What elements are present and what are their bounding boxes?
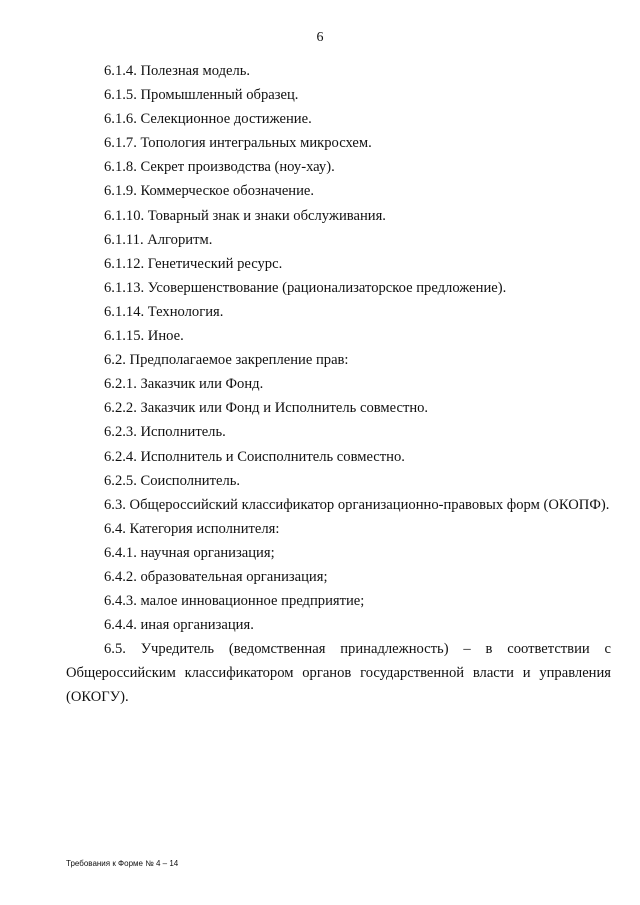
paragraph-6-2-1: 6.2.1. Заказчик или Фонд.: [104, 376, 264, 393]
paragraph-6-1-8: 6.1.8. Секрет производства (ноу-хау).: [104, 159, 335, 176]
paragraph-6-1-6: 6.1.6. Селекционное достижение.: [104, 111, 312, 128]
paragraph-6-4-3: 6.4.3. малое инновационное предприятие;: [104, 593, 365, 610]
paragraph-6-2-5: 6.2.5. Соисполнитель.: [104, 472, 241, 489]
paragraph-6-2-2: 6.2.2. Заказчик или Фонд и Исполнитель совместно.: [104, 400, 429, 417]
paragraph-6-1-5: 6.1.5. Промышленный образец.: [104, 87, 299, 104]
page-footer: Требования к Форме № 4 – 14: [66, 859, 179, 868]
paragraph-6-1-11: 6.1.11. Алгоритм.: [104, 231, 213, 248]
paragraph-6-1-10: 6.1.10. Товарный знак и знаки обслуживания.: [104, 207, 386, 224]
paragraph-6-1-4: 6.1.4. Полезная модель.: [104, 63, 251, 79]
paragraph-6-1-9: 6.1.9. Коммерческое обозначение.: [104, 183, 315, 200]
paragraph-6-4: 6.4. Категория исполнителя:: [104, 520, 280, 537]
paragraph-6-4-2: 6.4.2. образовательная организация;: [104, 568, 328, 585]
paragraph-6-4-4: 6.4.4. иная организация.: [104, 617, 254, 634]
paragraph-6-4-1: 6.4.1. научная организация;: [104, 544, 275, 561]
page-number: 6: [316, 30, 324, 45]
paragraph-6-1-7: 6.1.7. Топология интегральных микросхем.: [104, 135, 372, 152]
document-body: [66, 59, 611, 710]
paragraph-6-2-4: 6.2.4. Исполнитель и Соисполнитель совместно.: [104, 448, 405, 465]
paragraph-6-1-12: 6.1.12. Генетический ресурс.: [104, 255, 283, 272]
paragraph-6-3: 6.3. Общероссийский классификатор организационно-правовых форм (ОКОПФ).: [104, 496, 610, 513]
paragraph-6-1-13: 6.1.13. Усовершенствование (рационализаторское предложение).: [104, 279, 507, 296]
paragraph-6-2: 6.2. Предполагаемое закрепление прав:: [104, 352, 349, 369]
paragraph-6-1-15: 6.1.15. Иное.: [104, 328, 184, 345]
paragraph-6-5: 6.5. Учредитель (ведомственная принадлежность) – в соответствии с Общероссийским классификатором органов государственной власти и управления (ОКОГУ).: [66, 641, 611, 706]
paragraph-6-1-14: 6.1.14. Технология.: [104, 303, 224, 320]
paragraph-6-2-3: 6.2.3. Исполнитель.: [104, 424, 226, 441]
